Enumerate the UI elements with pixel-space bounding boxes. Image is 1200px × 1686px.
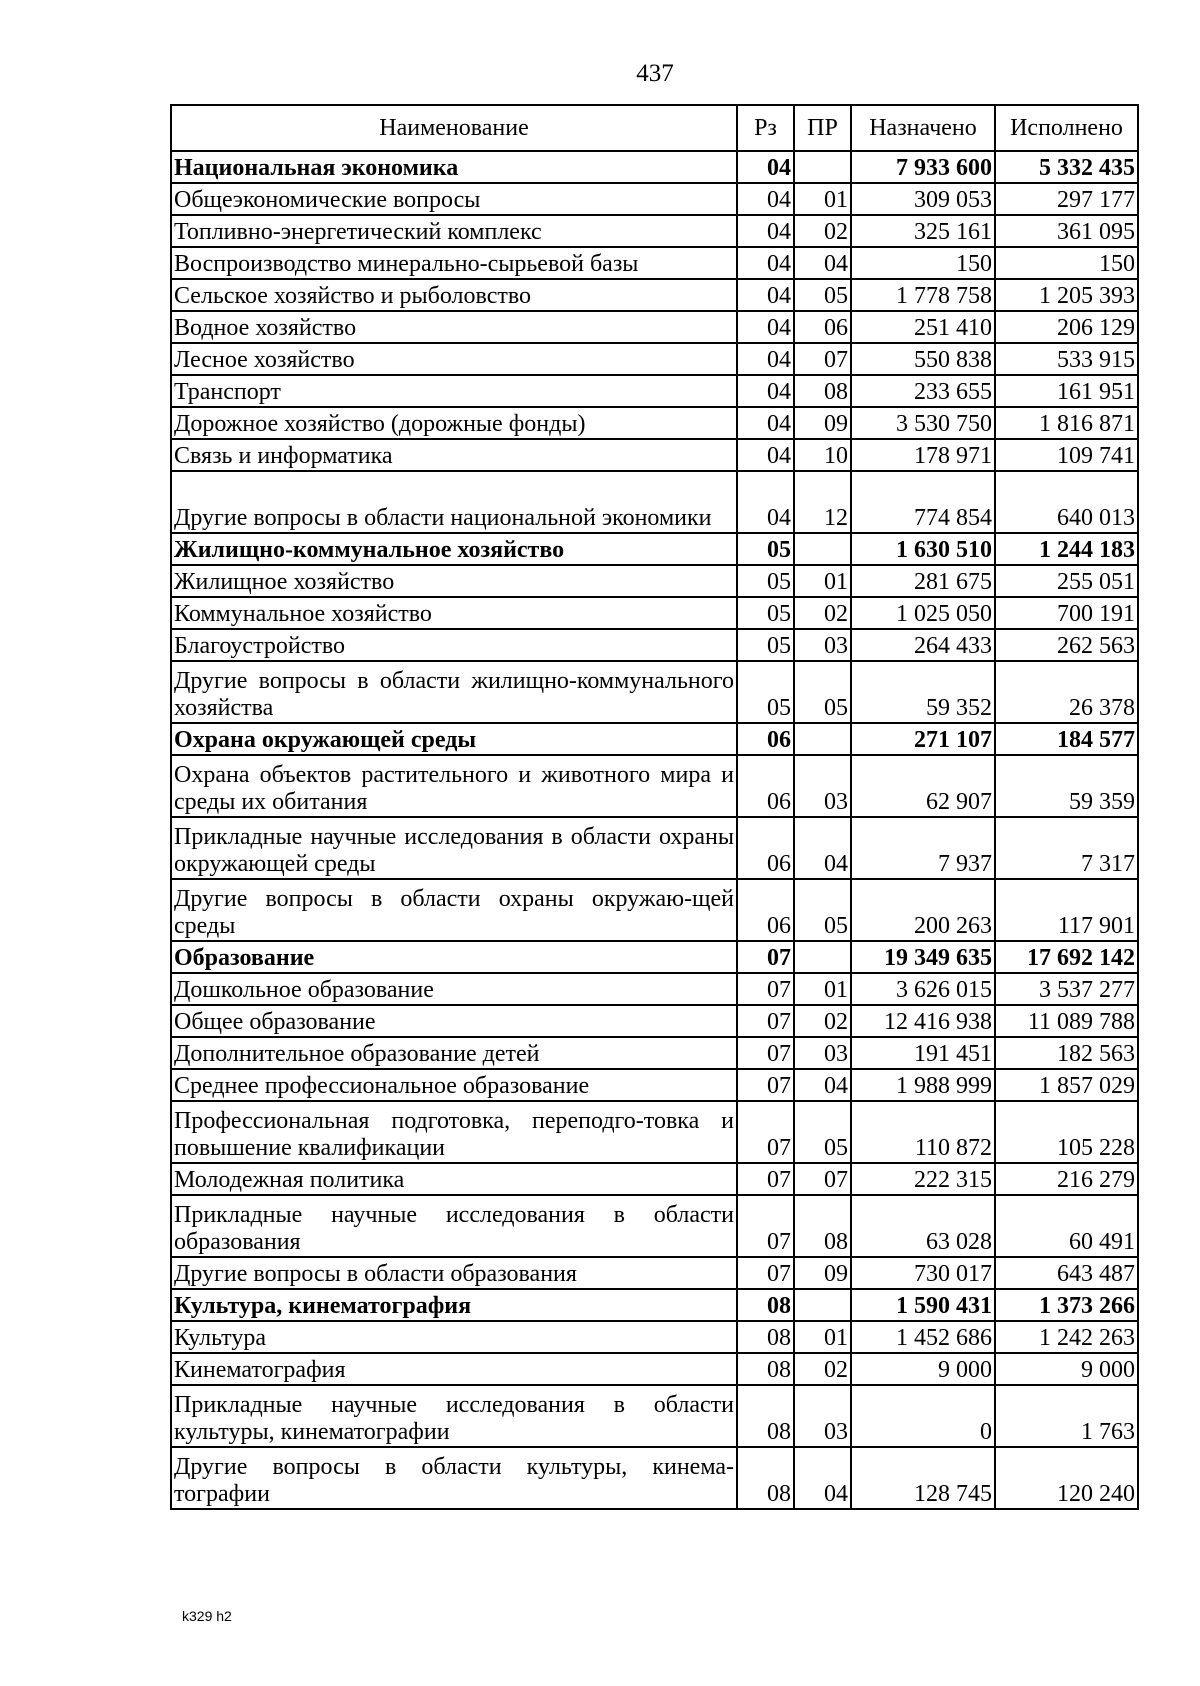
cell-name: Жилищное хозяйство — [171, 565, 737, 597]
cell-pr: 02 — [794, 215, 851, 247]
cell-name: Дорожное хозяйство (дорожные фонды) — [171, 407, 737, 439]
cell-name: Другие вопросы в области образования — [171, 1257, 737, 1289]
cell-pr: 04 — [794, 247, 851, 279]
cell-rz: 05 — [737, 565, 794, 597]
cell-planned: 19 349 635 — [851, 941, 995, 973]
cell-executed: 109 741 — [995, 439, 1138, 471]
cell-planned: 9 000 — [851, 1353, 995, 1385]
cell-name: Прикладные научные исследования в области образования — [171, 1195, 737, 1257]
table-row — [171, 1195, 1138, 1257]
cell-executed: 297 177 — [995, 183, 1138, 215]
cell-pr: 10 — [794, 439, 851, 471]
cell-pr: 03 — [794, 1385, 851, 1447]
cell-planned: 264 433 — [851, 629, 995, 661]
cell-pr: 01 — [794, 183, 851, 215]
cell-executed: 120 240 — [995, 1447, 1138, 1509]
cell-name: Прикладные научные исследования в области охраны окружающей среды — [171, 817, 737, 879]
cell-executed: 17 692 142 — [995, 941, 1138, 973]
cell-rz: 05 — [737, 661, 794, 723]
cell-planned: 59 352 — [851, 661, 995, 723]
cell-pr: 12 — [794, 471, 851, 533]
cell-rz: 04 — [737, 183, 794, 215]
cell-planned: 309 053 — [851, 183, 995, 215]
cell-executed: 262 563 — [995, 629, 1138, 661]
cell-executed: 3 537 277 — [995, 973, 1138, 1005]
cell-pr: 01 — [794, 565, 851, 597]
table-row — [171, 973, 1138, 1005]
cell-executed: 59 359 — [995, 755, 1138, 817]
cell-planned: 3 530 750 — [851, 407, 995, 439]
cell-planned: 233 655 — [851, 375, 995, 407]
cell-name: Кинематография — [171, 1353, 737, 1385]
cell-rz: 08 — [737, 1385, 794, 1447]
table-row — [171, 407, 1138, 439]
cell-executed: 60 491 — [995, 1195, 1138, 1257]
cell-rz: 05 — [737, 597, 794, 629]
cell-rz: 07 — [737, 1163, 794, 1195]
cell-name: Лесное хозяйство — [171, 343, 737, 375]
cell-planned: 12 416 938 — [851, 1005, 995, 1037]
cell-name: Прикладные научные исследования в области культуры, кинематографии — [171, 1385, 737, 1447]
table-row — [171, 755, 1138, 817]
cell-executed: 1 205 393 — [995, 279, 1138, 311]
header-pr: ПР — [794, 105, 851, 151]
cell-executed: 26 378 — [995, 661, 1138, 723]
cell-pr: 08 — [794, 1195, 851, 1257]
cell-rz: 04 — [737, 279, 794, 311]
cell-planned: 0 — [851, 1385, 995, 1447]
cell-executed: 11 089 788 — [995, 1005, 1138, 1037]
cell-executed: 1 242 263 — [995, 1321, 1138, 1353]
table-row — [171, 183, 1138, 215]
table-header-row — [171, 105, 1138, 151]
cell-name: Другие вопросы в области культуры, кинема-тографии — [171, 1447, 737, 1509]
table-row — [171, 1163, 1138, 1195]
table-row — [171, 879, 1138, 941]
cell-name: Охрана окружающей среды — [171, 723, 737, 755]
budget-table — [170, 104, 1139, 1510]
table-row — [171, 629, 1138, 661]
cell-executed: 9 000 — [995, 1353, 1138, 1385]
cell-rz: 04 — [737, 471, 794, 533]
cell-executed: 640 013 — [995, 471, 1138, 533]
header-rz: Рз — [737, 105, 794, 151]
cell-rz: 07 — [737, 941, 794, 973]
cell-name: Жилищно-коммунальное хозяйство — [171, 533, 737, 565]
cell-pr: 02 — [794, 1353, 851, 1385]
cell-rz: 06 — [737, 723, 794, 755]
cell-pr: 03 — [794, 755, 851, 817]
cell-executed: 182 563 — [995, 1037, 1138, 1069]
cell-name: Охрана объектов растительного и животного мира и среды их обитания — [171, 755, 737, 817]
table-row — [171, 1005, 1138, 1037]
page-number: 437 — [636, 60, 674, 87]
header-name: Наименование — [171, 105, 737, 151]
cell-name: Другие вопросы в области жилищно-коммунального хозяйства — [171, 661, 737, 723]
cell-pr — [794, 723, 851, 755]
cell-pr: 07 — [794, 343, 851, 375]
table-row — [171, 597, 1138, 629]
cell-planned: 281 675 — [851, 565, 995, 597]
cell-planned: 251 410 — [851, 311, 995, 343]
table-row — [171, 439, 1138, 471]
cell-name: Связь и информатика — [171, 439, 737, 471]
cell-executed: 361 095 — [995, 215, 1138, 247]
cell-rz: 07 — [737, 973, 794, 1005]
cell-pr — [794, 151, 851, 183]
cell-planned: 1 988 999 — [851, 1069, 995, 1101]
cell-executed: 533 915 — [995, 343, 1138, 375]
section-row — [171, 723, 1138, 755]
cell-name: Топливно-энергетический комплекс — [171, 215, 737, 247]
table-row — [171, 1257, 1138, 1289]
table-row — [171, 471, 1138, 533]
cell-rz: 04 — [737, 151, 794, 183]
table-row — [171, 1101, 1138, 1163]
cell-rz: 04 — [737, 407, 794, 439]
cell-name: Транспорт — [171, 375, 737, 407]
cell-planned: 1 590 431 — [851, 1289, 995, 1321]
cell-name: Образование — [171, 941, 737, 973]
cell-pr: 01 — [794, 1321, 851, 1353]
cell-rz: 06 — [737, 817, 794, 879]
cell-name: Профессиональная подготовка, переподго-товка и повышение квалификации — [171, 1101, 737, 1163]
cell-pr: 09 — [794, 1257, 851, 1289]
cell-pr: 04 — [794, 817, 851, 879]
cell-planned: 222 315 — [851, 1163, 995, 1195]
cell-name: Другие вопросы в области охраны окружаю-щей среды — [171, 879, 737, 941]
cell-planned: 271 107 — [851, 723, 995, 755]
cell-name: Национальная экономика — [171, 151, 737, 183]
cell-rz: 05 — [737, 533, 794, 565]
cell-planned: 1 452 686 — [851, 1321, 995, 1353]
table-row — [171, 661, 1138, 723]
cell-pr: 02 — [794, 1005, 851, 1037]
table-row — [171, 343, 1138, 375]
cell-rz: 06 — [737, 879, 794, 941]
cell-executed: 117 901 — [995, 879, 1138, 941]
cell-planned: 1 025 050 — [851, 597, 995, 629]
cell-planned: 3 626 015 — [851, 973, 995, 1005]
cell-pr — [794, 941, 851, 973]
cell-name: Благоустройство — [171, 629, 737, 661]
cell-executed: 150 — [995, 247, 1138, 279]
table-row — [171, 375, 1138, 407]
table-row — [171, 1353, 1138, 1385]
cell-name: Культура, кинематография — [171, 1289, 737, 1321]
cell-planned: 110 872 — [851, 1101, 995, 1163]
cell-pr: 04 — [794, 1447, 851, 1509]
cell-executed: 1 763 — [995, 1385, 1138, 1447]
header-executed: Исполнено — [995, 105, 1138, 151]
table-body — [171, 151, 1138, 1509]
table-row — [171, 1447, 1138, 1509]
cell-planned: 200 263 — [851, 879, 995, 941]
cell-pr — [794, 1289, 851, 1321]
cell-pr: 03 — [794, 1037, 851, 1069]
cell-planned: 1 630 510 — [851, 533, 995, 565]
table-row — [171, 1037, 1138, 1069]
cell-planned: 325 161 — [851, 215, 995, 247]
cell-executed: 255 051 — [995, 565, 1138, 597]
cell-planned: 62 907 — [851, 755, 995, 817]
cell-name: Молодежная политика — [171, 1163, 737, 1195]
cell-executed: 161 951 — [995, 375, 1138, 407]
cell-executed: 206 129 — [995, 311, 1138, 343]
cell-pr: 05 — [794, 279, 851, 311]
cell-pr: 08 — [794, 375, 851, 407]
cell-name: Дошкольное образование — [171, 973, 737, 1005]
cell-planned: 774 854 — [851, 471, 995, 533]
cell-pr: 06 — [794, 311, 851, 343]
cell-rz: 04 — [737, 375, 794, 407]
cell-pr: 07 — [794, 1163, 851, 1195]
cell-rz: 05 — [737, 629, 794, 661]
table-row — [171, 565, 1138, 597]
cell-name: Общее образование — [171, 1005, 737, 1037]
cell-planned: 730 017 — [851, 1257, 995, 1289]
table-row — [171, 215, 1138, 247]
cell-name: Среднее профессиональное образование — [171, 1069, 737, 1101]
cell-name: Общеэкономические вопросы — [171, 183, 737, 215]
cell-planned: 178 971 — [851, 439, 995, 471]
cell-name: Водное хозяйство — [171, 311, 737, 343]
table-row — [171, 1069, 1138, 1101]
cell-name: Сельское хозяйство и рыболовство — [171, 279, 737, 311]
cell-executed: 1 373 266 — [995, 1289, 1138, 1321]
cell-executed: 1 816 871 — [995, 407, 1138, 439]
cell-executed: 700 191 — [995, 597, 1138, 629]
cell-pr: 05 — [794, 1101, 851, 1163]
cell-rz: 08 — [737, 1353, 794, 1385]
cell-rz: 08 — [737, 1321, 794, 1353]
cell-planned: 550 838 — [851, 343, 995, 375]
cell-rz: 04 — [737, 311, 794, 343]
cell-pr: 09 — [794, 407, 851, 439]
cell-planned: 150 — [851, 247, 995, 279]
table-row — [171, 817, 1138, 879]
cell-pr: 03 — [794, 629, 851, 661]
cell-name: Коммунальное хозяйство — [171, 597, 737, 629]
cell-planned: 63 028 — [851, 1195, 995, 1257]
cell-rz: 04 — [737, 439, 794, 471]
cell-pr: 05 — [794, 661, 851, 723]
cell-rz: 08 — [737, 1447, 794, 1509]
cell-name: Другие вопросы в области национальной экономики — [171, 471, 737, 533]
cell-executed: 7 317 — [995, 817, 1138, 879]
cell-executed: 643 487 — [995, 1257, 1138, 1289]
cell-planned: 128 745 — [851, 1447, 995, 1509]
table-row — [171, 1321, 1138, 1353]
section-row — [171, 533, 1138, 565]
cell-pr: 05 — [794, 879, 851, 941]
cell-executed: 1 244 183 — [995, 533, 1138, 565]
cell-rz: 04 — [737, 215, 794, 247]
cell-pr — [794, 533, 851, 565]
table-row — [171, 247, 1138, 279]
cell-rz: 07 — [737, 1037, 794, 1069]
cell-planned: 7 933 600 — [851, 151, 995, 183]
cell-rz: 07 — [737, 1005, 794, 1037]
section-row — [171, 941, 1138, 973]
cell-pr: 04 — [794, 1069, 851, 1101]
cell-rz: 04 — [737, 343, 794, 375]
table-row — [171, 279, 1138, 311]
cell-rz: 06 — [737, 755, 794, 817]
cell-executed: 184 577 — [995, 723, 1138, 755]
cell-rz: 07 — [737, 1195, 794, 1257]
header-planned: Назначено — [851, 105, 995, 151]
cell-pr: 01 — [794, 973, 851, 1005]
cell-rz: 04 — [737, 247, 794, 279]
cell-executed: 1 857 029 — [995, 1069, 1138, 1101]
cell-planned: 191 451 — [851, 1037, 995, 1069]
cell-executed: 216 279 — [995, 1163, 1138, 1195]
cell-rz: 07 — [737, 1101, 794, 1163]
cell-executed: 105 228 — [995, 1101, 1138, 1163]
table-row — [171, 311, 1138, 343]
cell-rz: 08 — [737, 1289, 794, 1321]
cell-name: Дополнительное образование детей — [171, 1037, 737, 1069]
cell-executed: 5 332 435 — [995, 151, 1138, 183]
section-row — [171, 1289, 1138, 1321]
cell-rz: 07 — [737, 1069, 794, 1101]
cell-name: Воспроизводство минерально-сырьевой базы — [171, 247, 737, 279]
cell-planned: 1 778 758 — [851, 279, 995, 311]
cell-pr: 02 — [794, 597, 851, 629]
cell-rz: 07 — [737, 1257, 794, 1289]
cell-planned: 7 937 — [851, 817, 995, 879]
cell-name: Культура — [171, 1321, 737, 1353]
section-row — [171, 151, 1138, 183]
table-row — [171, 1385, 1138, 1447]
footer-code: k329 h2 — [182, 1608, 232, 1624]
